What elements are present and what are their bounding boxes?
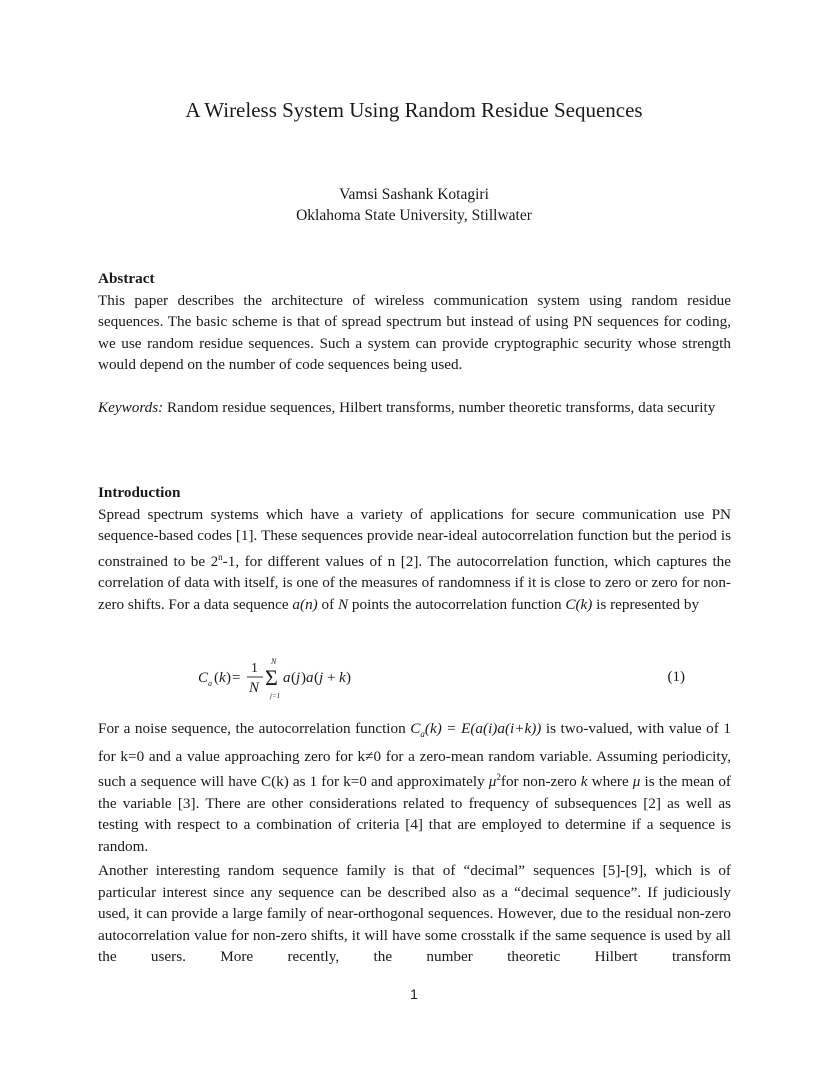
equation-1 [98,656,731,700]
svg-text:Σ: Σ [265,665,278,690]
abstract-heading: Abstract [98,270,155,287]
intro-p2-text-c: for non-zero [500,773,581,791]
intro-p2-text-e: is the mean of the variable [3]. There are other considerations related to frequency of subsequences [2] as well as testing with respect to a combination of criteria [4] that are employed to determine if a sequence is random. [98,773,731,855]
svg-text:a: a [208,679,212,688]
svg-text:C: C [198,670,209,686]
intro-p2-text-b: is two-valued, with value of 1 for k=0 and a value approaching zero for k≠0 for a zero-mean random variable. Assuming periodicity, such a sequence will have C(k) as 1 for k=0 and approximately [98,720,731,791]
intro-p1-text-a: Spread spectrum systems which have a variety of applications for secure communication use PN sequence-based codes [1]. These sequences provide near-ideal autocorrelation function but the period is constrained to be 2 [98,505,731,570]
svg-text:k: k [219,670,226,686]
paper-title: A Wireless System Using Random Residue Sequences [185,98,643,122]
svg-text:=: = [232,670,241,686]
intro-paragraph-1 [98,504,731,616]
intro-p1-an: a(n) [292,595,318,613]
svg-text:N: N [249,680,260,696]
intro-p1-Ck: C(k) [565,595,593,613]
intro-p2-text-a: For a noise sequence, the autocorrelation function [98,720,411,737]
intro-p2-subscript: a [420,729,425,740]
intro-p2-expectation: = E(a(i)a(i+k)) [441,720,542,737]
intro-p1-N: N [337,595,349,613]
abstract-text: This paper describes the architecture of wireless communication system using random residue sequences. The basic scheme is that of spread spectrum but instead of using PN sequences for coding, we use random residue sequences. Such a system can provide cryptographic security whose strength would depend on the number of code sequences being used. [98,291,731,373]
svg-text:): ) [226,670,231,686]
keywords-text [98,397,731,419]
svg-text:): ) [346,670,351,686]
intro-p2-mu: μ [488,773,497,791]
intro-p1-text-b: -1, for different values of n [2]. The autocorrelation function, which captures the correlation of data with itself, is one of the measures of randomness if it is close to zero or zero for non-zero shifts. For a data sequence [98,552,732,613]
keywords-list: Random residue sequences, Hilbert transforms, number theoretic transforms, data security [163,399,716,416]
equation-number: (1) [667,669,685,685]
author-affiliation: Oklahoma State University, Stillwater [296,207,532,224]
svg-text:(: ( [214,670,219,686]
svg-text:k: k [339,670,346,686]
intro-p2-k: (k) [424,720,442,737]
intro-p2-mu-2: μ [632,773,641,791]
svg-text:j=1: j=1 [270,692,281,700]
autocorrelation-formula [194,656,394,700]
intro-p2-k-var: k [580,773,588,791]
author-block [0,184,828,226]
abstract-section [98,268,731,376]
intro-p1-superscript: n [218,551,223,562]
intro-p1-text-d: points the autocorrelation function [348,595,566,613]
keywords-section [98,397,731,419]
intro-paragraph-3-block [98,860,731,968]
svg-text:(: ( [314,670,319,686]
svg-text:): ) [301,670,306,686]
svg-text:+: + [327,670,336,686]
intro-p2-text-d: where [587,773,633,791]
svg-text:N: N [271,657,277,666]
introduction-section [98,482,731,615]
intro-p2-C: C [410,720,421,737]
svg-text:j: j [296,670,301,686]
author-name: Vamsi Sashank Kotagiri [339,186,489,203]
intro-p1-text-e: is represented by [592,595,700,613]
intro-p1-text-c: of [317,595,338,613]
svg-text:a: a [283,670,291,686]
svg-text:(: ( [291,670,296,686]
intro-paragraph-2-block [98,718,731,857]
intro-paragraph-2 [98,718,731,857]
svg-text:1: 1 [251,661,258,676]
intro-paragraph-3: Another interesting random sequence family is that of “decimal” sequences [5]-[9], which is of particular interest since any sequence can be described also as a “decimal sequence”. If judiciously used, it can provide a large family of near-orthogonal sequences. However, due to the residual non-zero autocorrelation value for non-zero shifts, it will have some crosstalk if the same sequence is used by all the users. More recently, the number theoretic Hilbert transform [98,862,731,965]
introduction-heading: Introduction [98,484,181,501]
svg-text:a: a [306,670,314,686]
intro-p2-superscript: 2 [496,772,501,783]
page-number: 1 [410,986,418,1002]
svg-text:j: j [319,670,324,686]
keywords-label: Keywords: [98,399,164,416]
